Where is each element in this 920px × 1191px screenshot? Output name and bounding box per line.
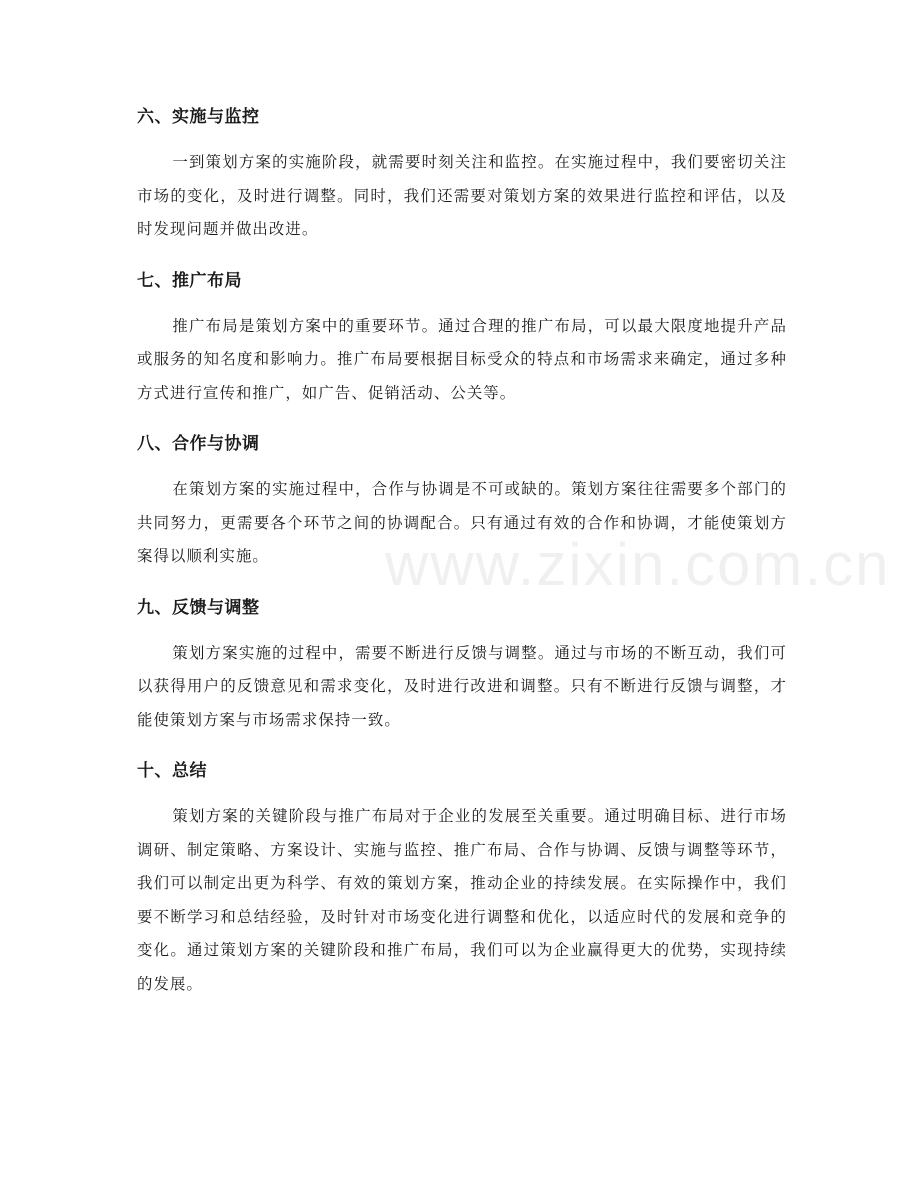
section-paragraph: 在策划方案的实施过程中，合作与协调是不可或缺的。策划方案往往需要多个部门的共同努力，更需要各个环节之间的协调配合。只有通过有效的合作和协调，才能使策划方案得以顺利实施。	[137, 480, 787, 565]
section-feedback-adjustment	[137, 596, 787, 738]
section-cooperation-coordination	[137, 432, 787, 574]
section-heading: 八、合作与协调	[137, 434, 260, 454]
section-heading: 九、反馈与调整	[137, 597, 260, 618]
section-heading: 十、总结	[137, 761, 207, 781]
section-paragraph: 推广布局是策划方案中的重要环节。通过合理的推广布局，可以最大限度地提升产品或服务的知名度和影响力。推广布局要根据目标受众的特点和市场需求来确定，通过多种方式进行宣传和推广，如广告、促销活动、公关等。	[137, 316, 787, 402]
section-implementation-monitoring	[137, 105, 787, 247]
section-paragraph: 一到策划方案的实施阶段，就需要时刻关注和监控。在实施过程中，我们要密切关注市场的变化，及时进行调整。同时，我们还需要对策划方案的效果进行监控和评估，以及时发现问题并做出改进。	[137, 153, 787, 238]
section-summary	[137, 759, 787, 1001]
section-promotion-layout	[137, 269, 787, 411]
section-heading: 七、推广布局	[137, 270, 242, 291]
section-paragraph: 策划方案的关键阶段与推广布局对于企业的发展至关重要。通过明确目标、进行市场调研、制定策略、方案设计、实施与监控、推广布局、合作与协调、反馈与调整等环节，我们可以制定出更为科学、有效的策划方案，推动企业的持续发展。在实际操作中，我们要不断学习和总结经验，及时针对市场变化进行调整和优化，以适应时代的发展和竞争的变化。通过策划方案的关键阶段和推广布局，我们可以为企业赢得更大的优势，实现持续的发展。	[137, 807, 787, 993]
section-paragraph: 策划方案实施的过程中，需要不断进行反馈与调整。通过与市场的不断互动，我们可以获得用户的反馈意见和需求变化，及时进行改进和调整。只有不断进行反馈与调整，才能使策划方案与市场需求保持一致。	[137, 643, 787, 729]
document-content	[137, 105, 787, 1023]
section-heading: 六、实施与监控	[137, 107, 260, 127]
watermark: www.zixin.com.cn	[385, 531, 891, 598]
